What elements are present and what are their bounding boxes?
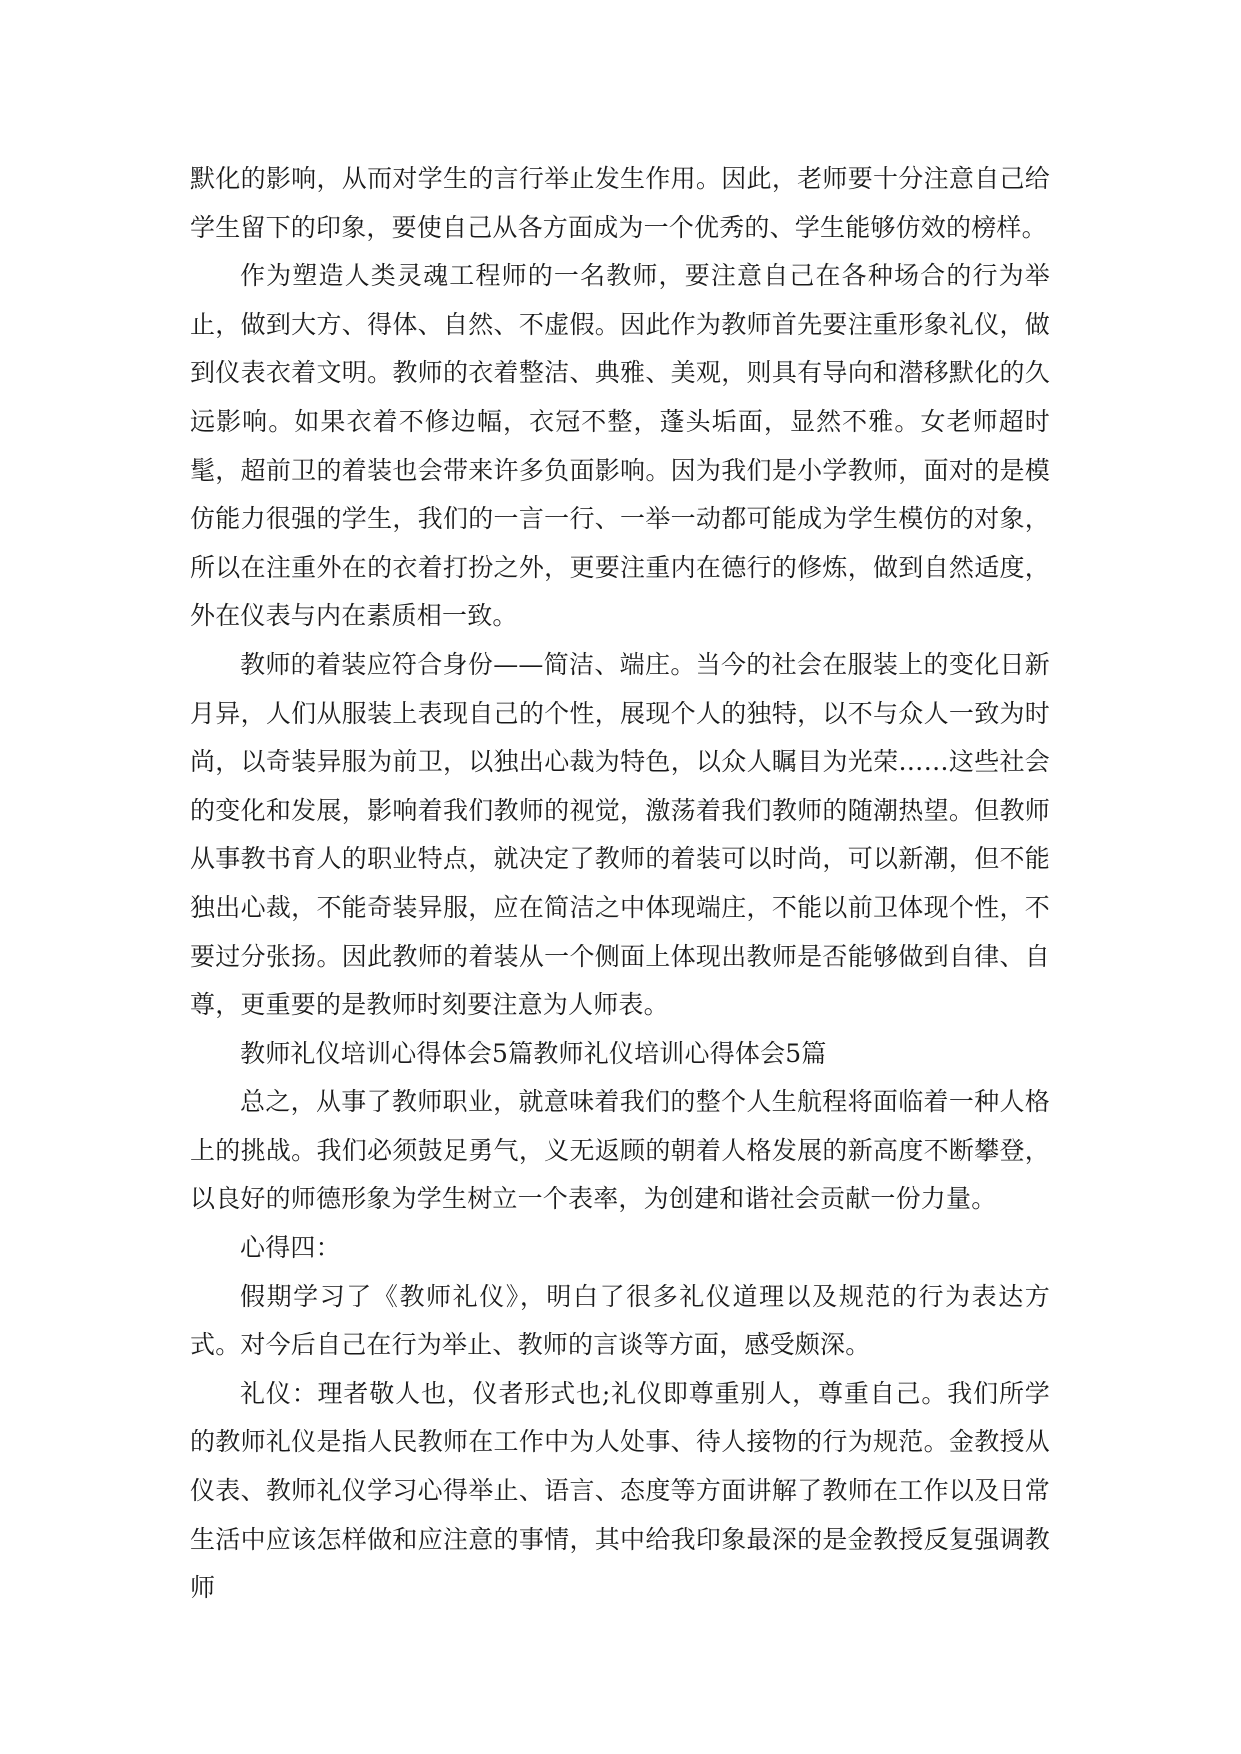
paragraph-conclusion: 总之，从事了教师职业，就意味着我们的整个人生航程将面临着一种人格上的挑战。我们必须鼓足勇气，义无返顾的朝着人格发展的新高度不断攀登，以良好的师德形象为学生树立一个表率，为创建和谐社会贡献一份力量。 [190,1087,1050,1214]
paragraph-continued: 默化的影响，从而对学生的言行举止发生作用。因此，老师要十分注意自己给学生留下的印象，要使自己从各方面成为一个优秀的、学生能够仿效的榜样。 [190,164,1050,242]
paragraph-etiquette-definition: 礼仪：理者敬人也，仪者形式也;礼仪即尊重别人，尊重自己。我们所学的教师礼仪是指人民教师在工作中为人处事、待人接物的行为规范。金教授从仪表、教师礼仪学习心得举止、语言、态度等方面讲解了教师在工作以及日常生活中应该怎样做和应注意的事情，其中给我印象最深的是金教授反复强调教师 [190,1378,1050,1603]
document-body [190,155,1050,1613]
section-heading-reflection-four: 心得四： [240,1233,341,1263]
paragraph-dress-code: 教师的着装应符合身份——简洁、端庄。当今的社会在服装上的变化日新月异，人们从服装上表现自己的个性，展现个人的独特，以不与众人一致为时尚，以奇装异服为前卫，以独出心裁为特色，以众人瞩目为光荣……这些社会的变化和发展，影响着我们教师的视觉，激荡着我们教师的随潮热望。但教师从事教书育人的职业特点，就决定了教师的着装可以时尚，可以新潮，但不能独出心裁，不能奇装异服，应在简洁之中体现端庄，不能以前卫体现个性，不要过分张扬。因此教师的着装从一个侧面上体现出教师是否能够做到自律、自尊，更重要的是教师时刻要注意为人师表。 [190,649,1050,1020]
paragraph-holiday-study: 假期学习了《教师礼仪》，明白了很多礼仪道理以及规范的行为表达方式。对今后自己在行为举止、教师的言谈等方面，感受颇深。 [190,1281,1050,1360]
paragraph-title-repeat: 教师礼仪培训心得体会5篇教师礼仪培训心得体会5篇 [240,1038,827,1068]
paragraph-teacher-role: 作为塑造人类灵魂工程师的一名教师，要注意自己在各种场合的行为举止，做到大方、得体、自然、不虚假。因此作为教师首先要注重形象礼仪，做到仪表衣着文明。教师的衣着整洁、典雅、美观，则具有导向和潜移默化的久远影响。如果衣着不修边幅，衣冠不整，蓬头垢面，显然不雅。女老师超时髦，超前卫的着装也会带来许多负面影响。因为我们是小学教师，面对的是模仿能力很强的学生，我们的一言一行、一举一动都可能成为学生模仿的对象，所以在注重外在的衣着打扮之外，更要注重内在德行的修炼，做到自然适度，外在仪表与内在素质相一致。 [190,261,1050,631]
